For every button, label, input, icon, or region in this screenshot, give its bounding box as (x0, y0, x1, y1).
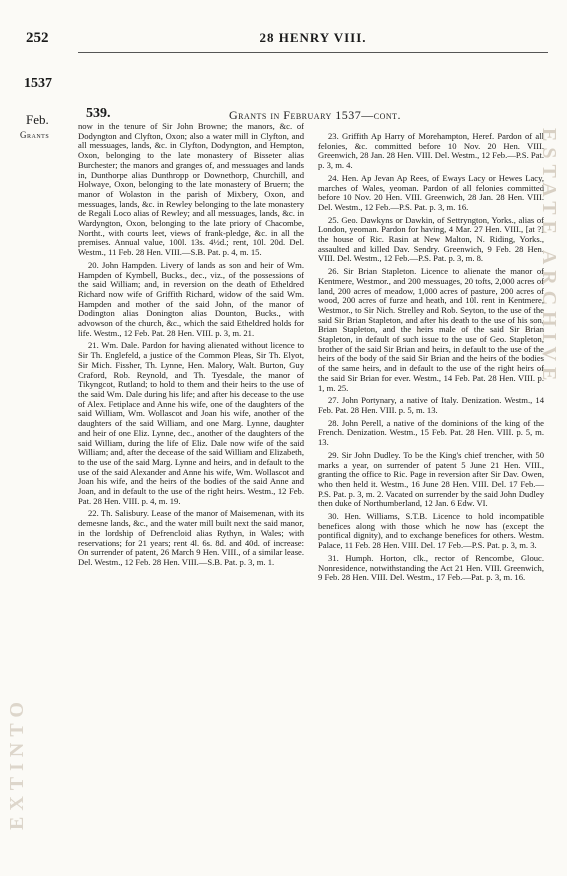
entry-paragraph: 29. Sir John Dudley. To be the King's chief trencher, with 50 marks a year, on surrender of patent 5 June 21 Hen. VIII., granting the office to Ric. Page in reversion after Sir Dav. Owen, who then held it. Westm., 16 June 28 Hen. VIII. Del. 17 Feb.—P.S. Pat. p. 3, m. 2. Vacated on surrender by the said John Dudley then duke of Northumberland, 12 Jan. 6 Edw. VI. (318, 449, 544, 509)
watermark-stamp-right: ESTATE ARCHIVE (538, 128, 560, 387)
entry-paragraph: 27. John Portynary, a native of Italy. Denization. Westm., 14 Feb. Pat. 28 Hen. VIII. p. 5, m. 13. (318, 395, 544, 415)
left-column (78, 122, 304, 571)
right-column (318, 132, 544, 586)
entry-paragraph: 21. Wm. Dale. Pardon for having alienated without licence to Sir Th. Englefeld, a justice of the Common Pleas, Sir Th. Elyot, Sir Mich. Fissher, Th. Lynne, Hen. Malory, Walt. Burton, Guy Craford, Rob. Reynold, and Th. Tyesdale, the manor of Tikyngcot, Rutland; to hold to them and their heirs to the use of the said Wm. Dale during his life; and after his decease to the use of Alex. Fetiplace and Anne his wife, one of the daughters of the said William, Wm. Wollascot and Joan his wife, another of the daughters of the said William, and one Marg. Lynne, daughter and heir of one Eliz. Lynne, dec., another of the daughters of the said William, during the life of Eliz. Dale now wife of the said William; and, after the decease of the said William and Elizabeth, to the use of the said Marg. Lynne and heirs, and in default to the use of the said Alexander and Anne his wife, Wm. Wollascot and Joan his wife, and the heirs of the bodies of the said Anne and Joan, and in default to the use of the right heirs. Westm., 12 Feb. Pat. 28 Hen. VIII. p. 4, m. 19. (78, 340, 304, 506)
entry-paragraph: 28. John Perell, a native of the dominions of the king of the French. Denization. Westm., 15 Feb. Pat. 28 Hen. VIII. p. 5, m. 13. (318, 417, 544, 448)
entry-paragraph: 20. John Hampden. Livery of lands as son and heir of Wm. Hampden of Kymbell, Bucks., dec., viz., of the possessions of the said William; and, in reversion on the death of Etheldred Richard now wife of Griffith Richard, widow of the said Wm. Hampden and mother of the said John, of the manor of Dodington alias Donington alias Dounton, Bucks., with advowson of the church, &c., which the said Etheldred holds for life. Westm., 12 Feb. Pat. 28 Hen. VIII. p. 3, m. 21. (78, 259, 304, 338)
sidebar-month: Feb. (26, 112, 49, 127)
entry-paragraph: 31. Humph. Horton, clk., rector of Rencombe, Glouc. Nonresidence, notwithstanding the Act 21 Hen. VIII. Greenwich, 9 Feb. 28 Hen. VIII. Del. Westm., 17 Feb.—Pat. p. 3, m. 16. (318, 552, 544, 583)
page-number: 252 (26, 30, 49, 46)
entry-paragraph: 23. Griffith Ap Harry of Morehampton, Heref. Pardon of all felonies, &c. committed before 10 Nov. 20 Hen. VIII. Greenwich, 28 Jan. 28 Hen. VIII. Del. Westm., 12 Feb.—P.S. Pat. p. 3, m. 4. (318, 131, 544, 171)
header-rule (78, 52, 548, 53)
page-header (26, 30, 548, 48)
entry-paragraph: now in the tenure of Sir John Browne; the manors, &c. of Dodyngton and Clyfton, Oxon; also a water mill in Clyfton, and all messuages, lands, &c. in Clyfton, Dodyngton, and Hempton, Oxon, belonging to the late monastery of Bisseter alias Burchester; the manors and granges of, and messuages and lands in, Dunthorpe alias Dunthropp or Downethorp, Churchill, and Holwaye, Oxon, belonging to the late monastery of Bruern; the manor of Wolaston in the parish of Mixbery, Oxon, and messuages, lands, &c. in Rewley belonging to the late monastery de Regali Loco alias of Rewley; and all messuages, lands, &c. in Wardyngton, Oxon, belonging to the late priory of Chacombe, Northt., with courts leet, views of frank-pledge, &c. in all the premises. Annual value, 100l. 13s. 4½d.; rent, 10l. 20d. Del. Westm., 11 Feb. 28 Hen. VIII.—S.B. Pat. p. 4, m. 15. (78, 121, 304, 258)
entry-paragraph: 25. Geo. Dawkyns or Dawkin, of Settryngton, Yorks., alias of London, yeoman. Pardon for having, 4 Mar. 27 Hen. VIII., [at ?] the house of Ric. Rasin at New Malton, N. Riding, Yorks., assaulted and killed Dav. Sendry. Greenwich, 9 Feb. 28 Hen. VIII. Del. Westm., 12 Feb.—P.S. Pat. p. 3, m. 8. (318, 214, 544, 264)
watermark-stamp-left: EXTINTO (6, 696, 28, 830)
entry-paragraph: 24. Hen. Ap Jevan Ap Rees, of Eways Lacy or Hewes Lacy, marches of Wales, yeoman. Pardon of all felonies committed before 10 Nov. 20 Hen. VIII. Greenwich, 28 Jan. 28 Hen. VIII. Del. Westm., 12 Feb.—P.S. Pat. p. 3, m. 16. (318, 172, 544, 212)
section-title: Grants in February 1537—cont. (228, 108, 402, 122)
running-title: 28 HENRY VIII. (259, 30, 367, 45)
entry-paragraph: 22. Th. Salisbury. Lease of the manor of Maisemenan, with its demesne lands, &c., and the water mill built next the said manor, in the lordship of Defrencloid alias Rythyn, in Wales; with reservations; for 21 years; rent 4l. 6s. 8d. and 40d. of increase: On surrender of patent, 26 March 9 Hen. VIII., of a similar lease. Del. Westm., 12 Feb. 28 Hen. VIII.—S.B. Pat. p. 3, m. 1. (78, 508, 304, 567)
sidebar-year: 1537 (24, 76, 52, 91)
entry-paragraph: 30. Hen. Williams, S.T.B. Licence to hold incompatible benefices along with those which he now has (except the pontifical dignity), and to exchange benefices for others. Westm. Palace, 11 Feb. 28 Hen. VIII. Del. 17 Feb.—P.S. Pat. p. 3, m. 3. (318, 511, 544, 551)
sidebar-category: Grants (20, 130, 50, 140)
section-number: 539. (86, 106, 111, 121)
entry-paragraph: 26. Sir Brian Stapleton. Licence to alienate the manor of Kentmere, Westmor., and 200 messuages, 20 tofts, 2,000 acres of land, 200 acres of meadow, 1,000 acres of pasture, 200 acres of wood, 200 acres of furze and heath, and 10l. rent in Kentmere, Westmor., to Sir Nich. Strelley and Rob. Seyton, to the use of the said Sir Brian Stapleton, and after his death to the use of his son, Brian Stapleton, and the heirs male of the said Sir Brian Stapleton, in default of such issue to the use of Geo. Stapleton, brother of the said Sir Brian and heirs, in default to the use of the heirs of the body of the said Sir Brian and the heirs of the bodies of the same heirs, and in default to the use of the right heirs of the said Sir Brian for ever. Westm., 14 Feb. Pat. 28 Hen. VIII. p. 1, m. 25. (318, 266, 544, 393)
